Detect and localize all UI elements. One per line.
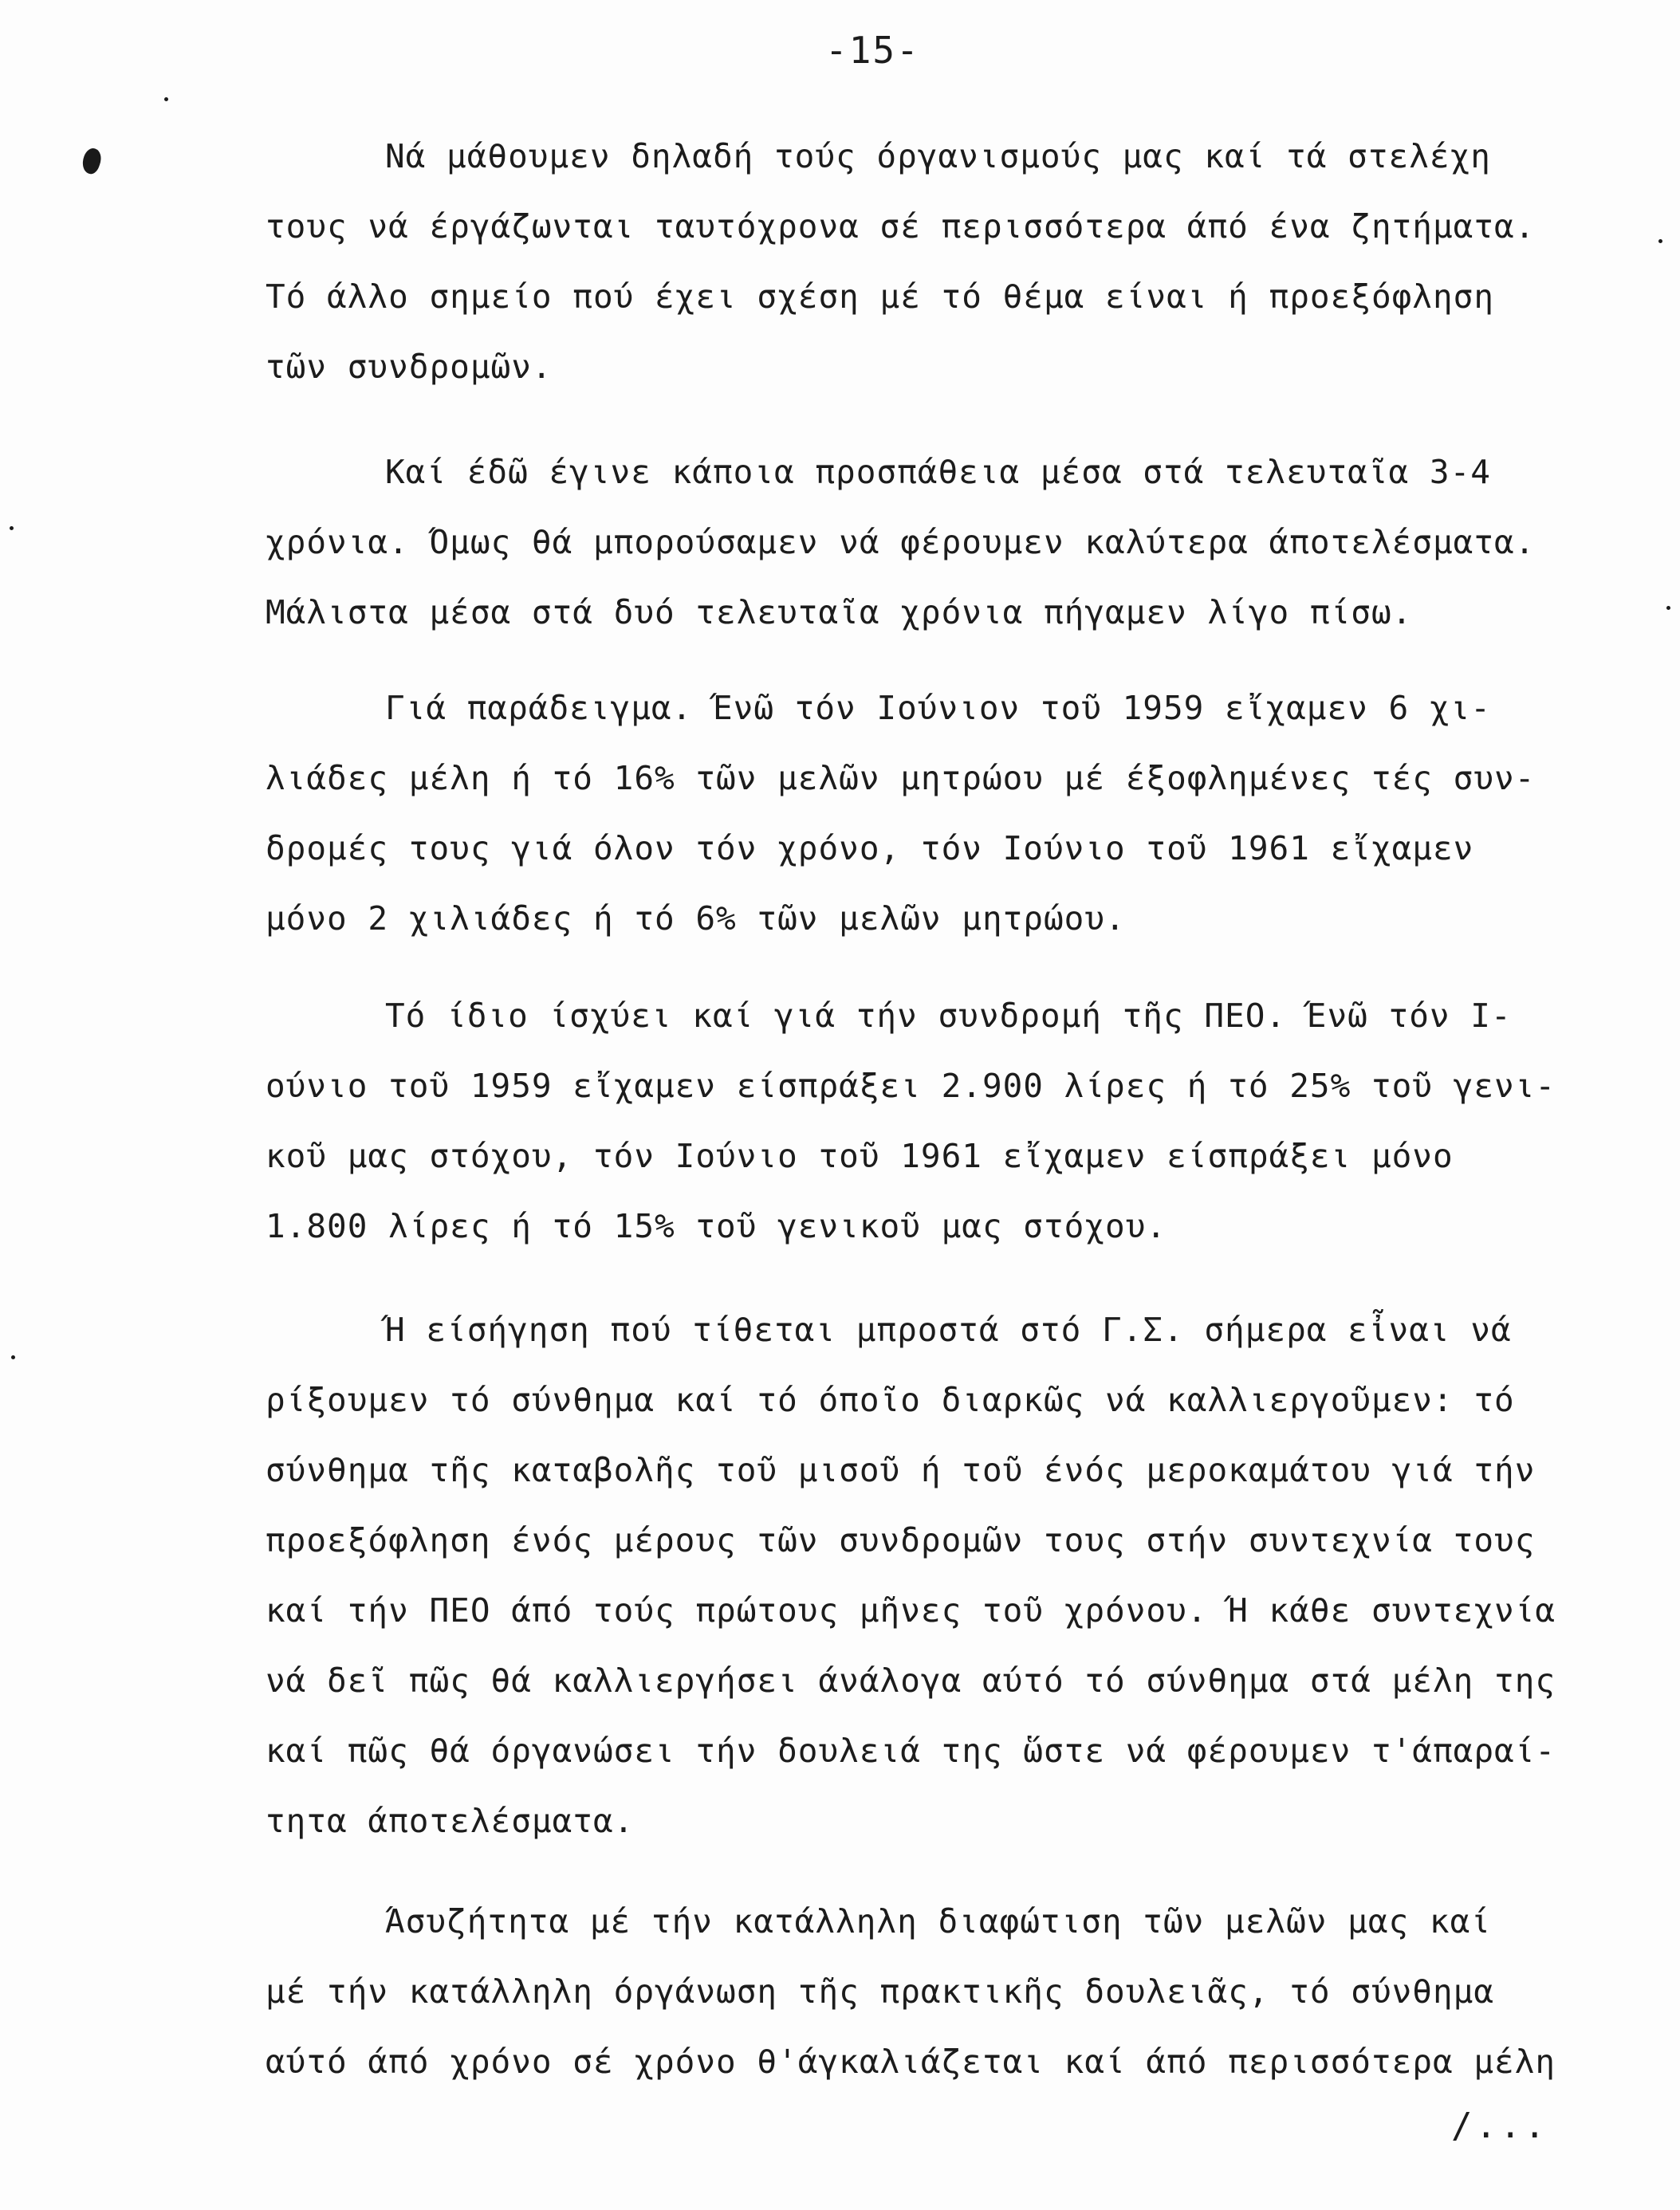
- continuation-mark: /...: [1451, 2106, 1548, 2146]
- text-line: μόνο 2 χιλιάδες ή τό 6% τῶν μελῶν μητρώου.: [266, 899, 1126, 938]
- paragraph-1: [266, 121, 1557, 402]
- text-line: τητα άποτελέσματα.: [266, 1802, 635, 1840]
- text-line: λιάδες μέλη ή τό 16% τῶν μελῶν μητρώου μέ έξοφλημένες τές συν-: [266, 759, 1536, 797]
- text-line: καί τήν ΠΕΟ άπό τούς πρώτους μῆνες τοῦ χρόνου. Ή κάθε συντεχνία: [266, 1591, 1556, 1630]
- text-line: χρόνια. Όμως θά μπορούσαμεν νά φέρουμεν καλύτερα άποτελέσματα.: [266, 523, 1536, 561]
- text-line: Τό άλλο σημείο πού έχει σχέση μέ τό θέμα είναι ή προεξόφληση: [266, 277, 1495, 316]
- paragraph-5: [266, 1295, 1557, 1856]
- text-line: ρίξουμεν τό σύνθημα καί τό όποῖο διαρκῶς νά καλλιεργοῦμεν: τό: [266, 1381, 1515, 1419]
- text-line: προεξόφληση ένός μέρους τῶν συνδρομῶν τους στήν συντεχνία τους: [266, 1521, 1536, 1559]
- text-line: ούνιο τοῦ 1959 εἴχαμεν είσπράξει 2.900 λίρες ή τό 25% τοῦ γενι-: [266, 1067, 1556, 1105]
- text-line: Γιά παράδειγμα. Ένῶ τόν Ιούνιον τοῦ 1959 εἴχαμεν 6 χι-: [385, 689, 1491, 727]
- text-line: τῶν συνδρομῶν.: [266, 348, 553, 386]
- speck-mark: [1658, 239, 1662, 243]
- speck-mark: [1666, 606, 1670, 610]
- text-line: δρομές τους γιά όλον τόν χρόνο, τόν Ιούνιο τοῦ 1961 εἴχαμεν: [266, 829, 1474, 867]
- text-line: νά δεῖ πῶς θά καλλιεργήσει άνάλογα αύτό τό σύνθημα στά μέλη της: [266, 1661, 1556, 1700]
- paragraph-4: [266, 981, 1557, 1261]
- text-line: Καί έδῶ έγινε κάποια προσπάθεια μέσα στά τελευταῖα 3-4: [385, 453, 1491, 491]
- text-line: 1.800 λίρες ή τό 15% τοῦ γενικοῦ μας στόχου.: [266, 1207, 1167, 1245]
- text-line: Ή είσήγηση πού τίθεται μπροστά στό Γ.Σ. σήμερα εἶναι νά: [385, 1311, 1512, 1349]
- speck-mark: [10, 526, 14, 530]
- text-line: σύνθημα τῆς καταβολῆς τοῦ μισοῦ ή τοῦ ένός μεροκαμάτου γιά τήν: [266, 1451, 1536, 1489]
- text-line: τους νά έργάζωνται ταυτόχρονα σέ περισσότερα άπό ένα ζητήματα.: [266, 207, 1536, 246]
- text-line: Άσυζήτητα μέ τήν κατάλληλη διαφώτιση τῶν μελῶν μας καί: [385, 1902, 1491, 1941]
- ink-blot-mark: [79, 146, 104, 176]
- paragraph-6: [266, 1886, 1557, 2097]
- text-line: Νά μάθουμεν δηλαδή τούς όργανισμούς μας καί τά στελέχη: [385, 137, 1491, 175]
- speck-mark: [164, 97, 168, 101]
- text-line: αύτό άπό χρόνο σέ χρόνο θ'άγκαλιάζεται καί άπό περισσότερα μέλη: [266, 2043, 1556, 2081]
- text-line: κοῦ μας στόχου, τόν Ιούνιο τοῦ 1961 εἴχαμεν είσπράξει μόνο: [266, 1137, 1454, 1175]
- paragraph-3: [266, 673, 1557, 954]
- text-line: μέ τήν κατάλληλη όργάνωση τῆς πρακτικῆς δουλειᾶς, τό σύνθημα: [266, 1972, 1495, 2011]
- speck-mark: [11, 1355, 15, 1359]
- text-line: Μάλιστα μέσα στά δυό τελευταῖα χρόνια πήγαμεν λίγο πίσω.: [266, 593, 1413, 631]
- text-line: Τό ίδιο ίσχύει καί γιά τήν συνδρομή τῆς ΠΕΟ. Ένῶ τόν Ι-: [385, 997, 1512, 1035]
- page-number: -15-: [825, 29, 920, 72]
- paragraph-2: [266, 437, 1557, 647]
- text-line: καί πῶς θά όργανώσει τήν δουλειά της ὥστε νά φέρουμεν τ'άπαραί-: [266, 1732, 1556, 1770]
